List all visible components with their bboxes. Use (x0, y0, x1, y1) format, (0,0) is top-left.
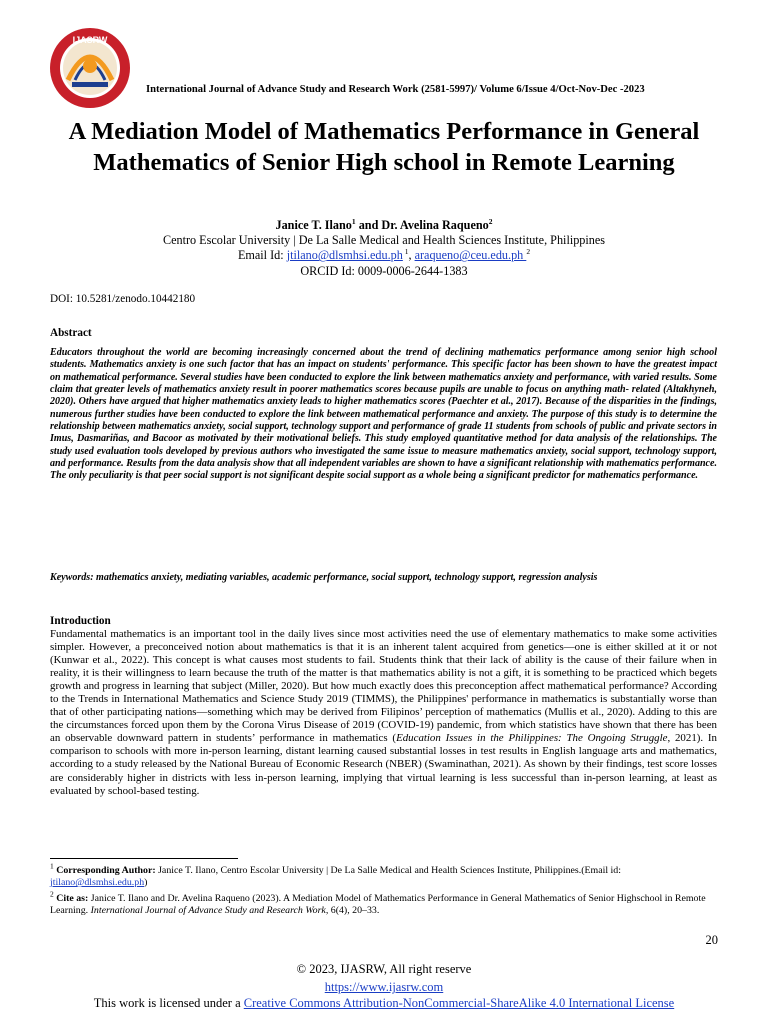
license-link[interactable]: Creative Commons Attribution-NonCommercial-ShareAlike 4.0 International License (243, 996, 675, 1010)
fn1-text: Janice T. Ilano, Centro Escolar University | De La Salle Medical and Health Sciences Institute, Philippines.(Email id: (155, 865, 621, 876)
journal-logo (48, 26, 132, 110)
email-label: Email Id: (237, 248, 287, 263)
website (0, 980, 768, 995)
email-2-sup: 2 (526, 247, 531, 257)
author-and: and (355, 218, 382, 232)
email-line (40, 248, 728, 263)
copyright: © 2023, IJASRW, All right reserve (296, 962, 472, 976)
fn2-label: Cite as: (53, 893, 89, 904)
orcid: ORCID Id: 0009-0006-2644-1383 (300, 263, 468, 278)
fn1-email-link[interactable]: jtilano@dlsmhsi.edu.ph (50, 877, 145, 889)
logo-emblem-icon (48, 26, 132, 110)
license-prefix: This work is licensed under a (93, 996, 244, 1010)
email-link-2[interactable]: araqueno@ceu.edu.ph (414, 248, 527, 263)
intro-part-2: , 2021). In comparison to schools with more in-person learning, distant learning caused substantial losses in test results in English language arts and mathematics, according to a study released by the National Bureau of Economic Research (NBER) (Swaminathan, 2021). As shown by their findings, test score losses are considerably higher in districts with less in-person learning, implying that virtual learning is less successful than in-person learning, at least as evaluated by school-based testing. (50, 732, 717, 797)
page-number: 20 (705, 933, 718, 947)
intro-italic-reference: Education Issues in the Philippines: The Ongoing Struggle (396, 732, 668, 745)
abstract-heading: Abstract (50, 327, 92, 339)
doi: DOI: 10.5281/zenodo.10442180 (50, 293, 196, 305)
fn2-journal: International Journal of Advance Study and Research Work (90, 905, 326, 917)
logo-text: IJASRW (72, 35, 108, 45)
fn2-tail: , 6(4), 20–33. (325, 905, 380, 917)
email-separator: , (408, 248, 415, 263)
keywords: Keywords: mathematics anxiety, mediating variables, academic performance, social support, technology support, regression analysis (50, 572, 598, 583)
fn2-mark: 2 (50, 889, 54, 899)
license-line (0, 996, 768, 1011)
intro-part-1: Fundamental mathematics is an important tool in the daily lives since most activities need the use of elementary mathematics to make some activities simpler. However, a preconceived notion about mathematics is that it is an inherent talent acquired from genetics—one is either skilled at it or not (Kunwar et al., 2022). This concept is what causes most students to fail. Students think that their lack of ability is the cause of their failure when in reality, it is their willingness to learn because the truth of the matter is that mathematics ability is not a gift, it is something to be practiced which begets growth and progress in learning that subject (Miller, 2020). But how much exactly does this preconception affect mathematical performance? According to the Trends in International Mathematics and Science Study 2019 (TIMMS), the Philippines' performance in mathematics is substantially worse than that of other participating nations—something which may be derived from Filipinos’ perception of mathematics (Mullis et al., 2020). Adding to this are the circumstances forced upon them by the Corona Virus Disease of 2019 (COVID-19) pandemic, from which statistics have shown that there has been an observable downward pattern in students’ performance in mathematics ( (50, 628, 717, 745)
author-2: Dr. Avelina Raqueno (381, 218, 489, 232)
introduction-heading: Introduction (50, 615, 111, 627)
footnote-2 (50, 889, 717, 918)
introduction-text (50, 628, 717, 798)
website-link[interactable]: https://www.ijasrw.com (324, 980, 444, 994)
email-1-sup: 1 (402, 247, 409, 257)
author-block (40, 218, 728, 279)
fn2-text: Janice T. Ilano and Dr. Avelina Raqueno (2023). A Mediation Model of Mathematics Performance in General Mathematics of Senior Highschool in Remote Learning. (50, 893, 706, 917)
affiliation: Centro Escolar University | De La Salle Medical and Health Sciences Institute, Philippines (162, 233, 606, 248)
fn1-label: Corresponding Author: (53, 865, 156, 876)
article-title: A Mediation Model of Mathematics Performance in General Mathematics of Senior High school in Remote Learning (68, 118, 700, 176)
journal-header: International Journal of Advance Study and Research Work (2581-5997)/ Volume 6/Issue 4/Oct-Nov-Dec -2023 (146, 84, 645, 95)
author-1-sup: 1 (351, 216, 356, 226)
author-2-sup: 2 (488, 216, 493, 226)
abstract-text: Educators throughout the world are becoming increasingly concerned about the trend of declining mathematics performance among senior high school students. Mathematics anxiety is one such factor that has an impact on students' performance. This specific factor has been shown to have the greatest impact on mathematical performance. Several studies have been conducted to explore the link between mathematics anxiety and performance, with varied results. Some claim that greater levels of mathematics anxiety result in poorer mathematics scores because pupils are unable to focus on anything math- related (Altakhyneh, 2020). Others have argued that higher mathematics anxiety leads to higher mathematics scores (Paechter et al., 2017). Because of the disparities in the findings, numerous further studies have been conducted to explore the link between mathematical performance and anxiety. The purpose of this study is to determine the relationship between mathematics anxiety, social support, technology support and performance of grade 11 students from schools of public and private sectors in Imus, Dasmariñas, and Bacoor as motivated by their motivational beliefs. This study employed quantitative method for data analysis of the relationships. The study used evaluation tools developed by previous authors who investigated the same issue to measure mathematics anxiety, social support, technology support, and performance. Results from the data analysis show that all independent variables are shown to have a significant relationship with mathematics performance. The only peculiarity is that peer social support is not significant despite social support as a whole being a significant predictor for mathematics performance. (50, 347, 717, 482)
author-names (40, 218, 728, 233)
author-1: Janice T. Ilano (275, 218, 352, 232)
email-link-1[interactable]: jtilano@dlsmhsi.edu.ph (286, 248, 403, 263)
fn1-mark: 1 (50, 861, 54, 871)
footnote-1 (50, 861, 717, 890)
footnote-divider (50, 858, 238, 859)
fn1-close: ) (144, 877, 148, 889)
